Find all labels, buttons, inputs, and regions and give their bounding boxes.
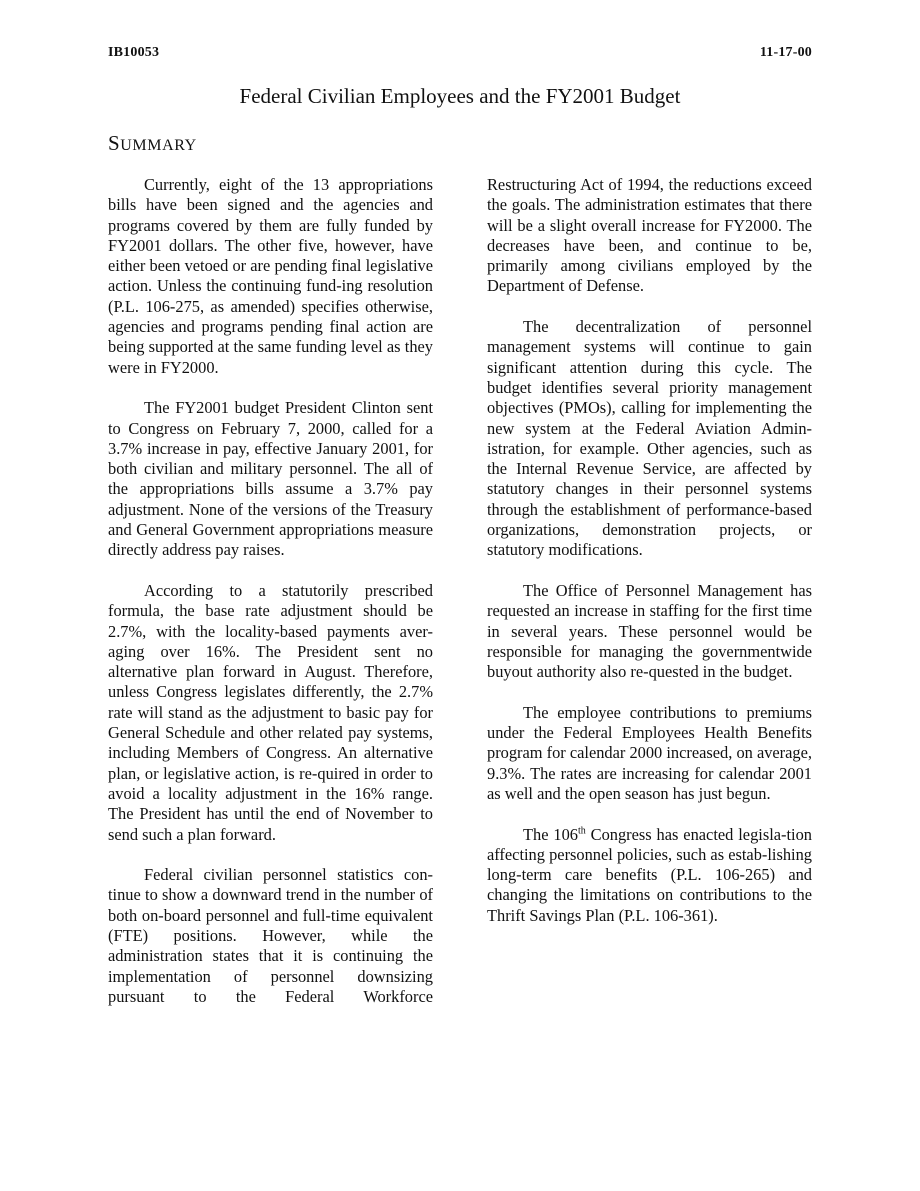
paragraph-continuation: Restructuring Act of 1994, the reductions exceed the goals. The administration estimates that there will be a slight overall increase for FY2000. The decreases have been, and continue to be, primarily among civilians employed by the Department of Defense.: [487, 175, 812, 296]
section-heading-initial: S: [108, 131, 121, 155]
paragraph: The decentralization of personnel management systems will continue to gain significant attention during this cycle. The budget identifies several priority management objectives (PMOs), calling for implementing the new system at the Federal Aviation Admin-istration, for example. Other agencies, such as the Internal Revenue Service, are affected by statutory changes in their personnel systems through the establishment of performance-based organizations, demonstration projects, or statutory modifications.: [487, 317, 812, 560]
ordinal-superscript: th: [577, 825, 586, 837]
report-number: IB10053: [108, 45, 160, 60]
document-title: Federal Civilian Employees and the FY2001 Budget: [239, 84, 681, 108]
left-column: [108, 175, 433, 1027]
paragraph: Currently, eight of the 13 appropriations bills have been signed and the agencies and programs covered by them are fully funded by FY2001 dollars. The other five, however, have either been vetoed or are pending final legislative action. Unless the continuing fund-ing resolution (P.L. 106-275, as amended) specifies otherwise, agencies and programs pending final action are being supported at the same funding level as they were in FY2000.: [108, 175, 433, 377]
right-column: [487, 175, 812, 946]
paragraph: [487, 825, 812, 926]
paragraph: The Office of Personnel Management has requested an increase in staffing for the first time in several years. These personnel would be responsible for managing the governmentwide buyout authority also re-quested in the budget.: [487, 580, 812, 682]
paragraph: According to a statutorily prescribed formula, the base rate adjustment should be 2.7%, with the locality-based payments aver-aging over 16%. The President sent no alternative plan forward in August. Therefore, unless Congress legislates differently, the 2.7% rate will stand as the adjustment to basic pay for General Schedule and other related pay systems, including Members of Congress. An alternative plan, or legislative action, is re-quired in order to avoid a locality adjustment in the 16% range. The President has until the end of November to send such a plan forward.: [108, 580, 433, 844]
paragraph-text: Congress has enacted legisla-tion affecting personnel policies, such as estab-lishing long-term care benefits (P.L. 106-265) and changing the limitations on contributions to the Thrift Savings Plan (P.L. 106-361).: [487, 824, 812, 925]
report-date: 11-17-00: [759, 45, 812, 60]
section-heading-rest: UMMARY: [120, 137, 197, 154]
paragraph-text: The 106: [523, 824, 578, 844]
paragraph: The FY2001 budget President Clinton sent to Congress on February 7, 2000, called for a 3.7% increase in pay, effective January 2001, for both civilian and military personnel. The all of the appropriations bills assume a 3.7% pay adjustment. None of the versions of the Treasury and General Government appropriations measure directly address pay raises.: [108, 398, 433, 560]
paragraph: Federal civilian personnel statistics con-tinue to show a downward trend in the number of both on-board personnel and full-time equivalent (FTE) positions. However, while the administration states that it is continuing the implementation of personnel downsizing pursuant to the Federal Workforce: [108, 865, 433, 1006]
section-heading: [108, 131, 197, 156]
paragraph: The employee contributions to premiums under the Federal Employees Health Benefits program for calendar 2000 increased, on average, 9.3%. The rates are increasing for calendar 2001 as well and the open season has just begun.: [487, 702, 812, 803]
